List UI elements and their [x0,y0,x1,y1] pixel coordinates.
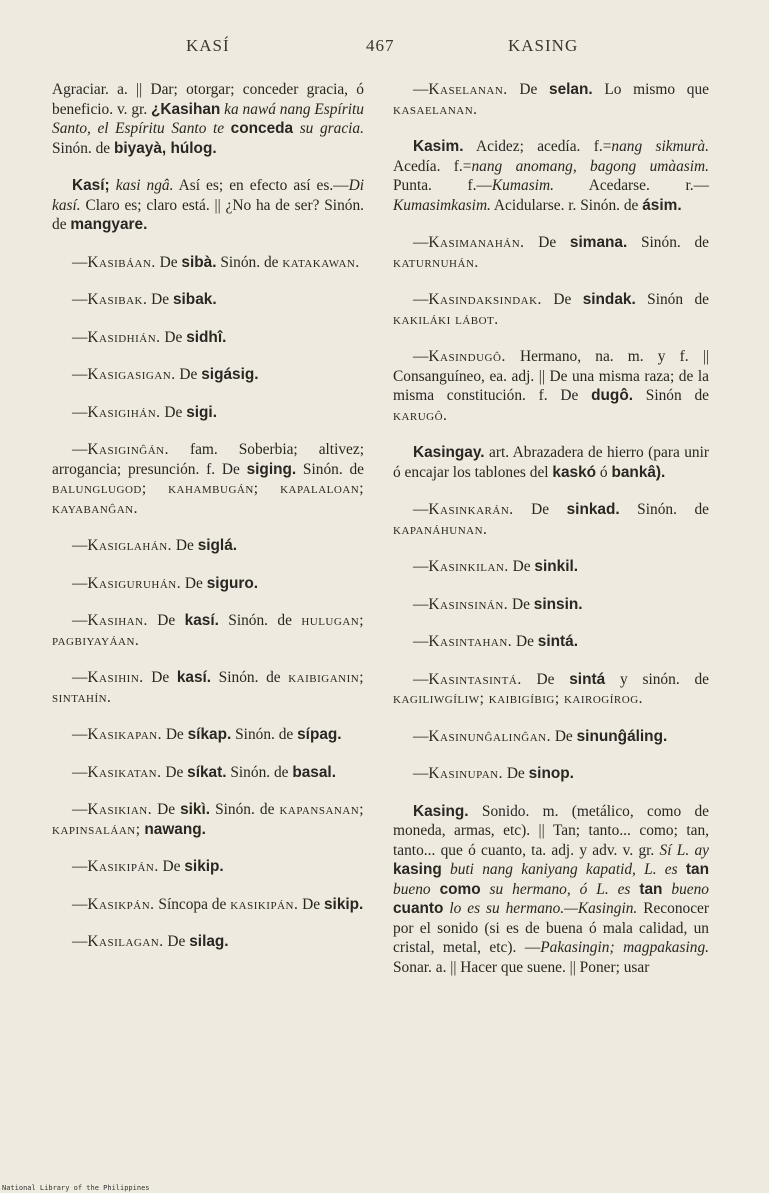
entry-term: Kasikatan. [87,763,162,781]
headword: siging. [246,460,297,478]
definition-text: Claro es; claro está. || ¿No ha de ser? Sinón. de [52,196,364,233]
definition-text: — [413,633,429,650]
entry-term: Kasiglahán. [87,537,173,554]
dictionary-entry [393,500,709,539]
dictionary-entry [52,365,364,385]
dictionary-entry [393,80,709,119]
dictionary-entry [393,443,709,482]
definition-text: De [512,633,538,650]
definition-text: De [508,558,535,575]
example-text: bueno [671,880,710,898]
definition-text: Sinón. de [52,139,114,157]
definition-text: Sinón. de [296,460,364,478]
entry-term: Kasindaksindak. [428,291,542,308]
dictionary-entry [52,536,364,556]
entry-term: Kasiguruhán. [87,574,182,592]
definition-text: Sinón. de [231,726,298,743]
headword: sikip. [184,858,224,875]
headword: kaskó [552,463,597,481]
headword: simana. [569,234,628,251]
definition-text: Acedía. f.= [393,157,472,175]
entry-term: katurnuhán. [393,253,479,271]
definition-text: De [524,234,570,251]
definition-text: ó [596,463,612,481]
headword: biyayà, húlog. [114,139,217,157]
definition-text: — [72,253,88,271]
definition-text: De [143,669,177,686]
entry-term: Kasibáan. [87,253,156,271]
definition-text: — [72,328,88,346]
headword: sidhî. [186,328,227,346]
headword: bankâ). [611,463,666,481]
definition-text: Punta. f.— [393,177,492,194]
entry-term: Kasigihán. [87,403,161,421]
headword: Kasing. [413,802,469,820]
definition-text: De [181,574,207,592]
definition-text [431,881,440,898]
dictionary-entry [52,403,364,423]
headword: sintá [569,670,606,688]
definition-text: y sinón. de [605,670,709,688]
definition-text: — [72,763,88,781]
definition-text: Sinón. de [218,612,302,629]
definition-text: De [147,612,185,629]
definition-text: De [298,895,324,913]
headword: siglá. [197,537,238,554]
entry-term: Kasintahan. [428,633,513,650]
definition-text: — [72,895,88,913]
example-text: nang anomang, bagong umàasim. [471,157,709,175]
definition-text: De [163,933,190,950]
header-left-guide-word: KASÍ [186,36,230,55]
definition-text: — [72,441,88,458]
entry-term: hulugan; pagbiyayáan. [52,612,364,649]
example-text: bueno [393,880,431,898]
dictionary-entry [393,137,709,215]
definition-text: Sinón. de [627,234,709,251]
definition-text [293,120,300,137]
entry-term: Kasibak. [87,291,148,308]
entry-term: Kasihin. [87,669,144,686]
entry-term: Kasihan. [87,612,148,629]
entry-term: Kasikipán. [87,858,159,875]
headword: siguro. [206,574,259,592]
entry-term: Kasikpán. [87,895,155,913]
dictionary-entry [393,290,709,329]
headword: tan [685,861,709,878]
definition-text: Acidularse. r. Sinón. de [490,196,643,214]
headword: Kasí; [72,177,110,194]
entry-term: katakawan. [282,253,360,271]
definition-text: — [72,366,88,383]
dictionary-entry [52,668,364,707]
headword: sibà. [181,253,217,271]
header-right-guide-word: KASING [508,36,579,55]
definition-text: Hermano, na. m. y f. || Consanguíneo, ea. adj. || De una misma raza; de la misma constitución. f. De [393,348,709,404]
example-text: su hermano, ó L. es [489,880,631,898]
entry-term: kapanáhunan. [393,520,488,538]
definition-text: — [413,595,429,613]
definition-text: De [541,291,583,308]
definition-text: — [72,537,88,554]
entry-term: kaibiganin; sintahín. [52,669,364,706]
dictionary-entry [52,176,364,235]
entry-term: Kasindugô. [428,348,506,365]
example-text: buti nang kaniyang kapatid, L. es [450,861,678,878]
entry-term: balunglugod; kahambugán; kapalaloan; kayabanĝan. [52,480,364,517]
example-text: Pakasingin; magpakasing. [540,939,709,956]
headword: selan. [549,81,593,98]
definition-text: Acidez; acedía. f.= [463,138,612,155]
definition-text: De [172,537,198,554]
headword: sibak. [172,291,217,308]
definition-text: — [72,801,88,818]
entry-term: kagiliwgíliw; kaibigíbig; kairogírog. [393,690,643,707]
example-text: Kumasimkasim. [393,196,491,214]
definition-text: — [72,612,88,629]
definition-text: Sonar. a. || Hacer que suene. || Poner; usar [393,958,650,976]
headword: síkap. [187,726,232,743]
dictionary-entry [52,253,364,273]
definition-text: Sonido. m. (metálico, como de moneda, armas, etc). || Tan; tanto... como; tan, tanto... que ó cuanto, ta. adj. y adv. v. gr. [393,802,709,859]
definition-text: — [413,765,429,782]
definition-text: fam. Soberbia; altivez; arrogancia; presunción. f. De [52,441,364,478]
definition-text: De [161,763,188,781]
example-text: Di kasí. [52,177,364,214]
headword: dugô. [591,387,633,404]
headword: kasing [393,861,442,878]
definition-text: — [413,501,429,518]
definition-text: De [502,765,529,782]
definition-text: De [161,726,188,743]
definition-text: Sinón de [633,387,709,404]
definition-text: — [72,403,88,421]
dictionary-entry [52,328,364,348]
definition-text: Agraciar. a. || Dar; otorgar; conceder gracia, ó beneficio. v. gr. [52,81,364,118]
definition-text: De [521,670,570,688]
definition-text: — [413,291,429,308]
definition-text: Sinón. de [619,501,709,518]
definition-text: — [413,234,429,251]
entry-term: karugô. [393,406,448,424]
definition-text: De [550,727,577,745]
definition-text: — [413,558,429,575]
entry-term: Kasikian. [87,801,153,818]
entry-term: Kasintasintá. [428,670,522,688]
headword: sigi. [186,403,217,421]
definition-text: — [413,348,429,365]
definition-text [442,861,450,878]
entry-term: kakiláki lábot. [393,310,499,328]
definition-text: De [152,801,181,818]
definition-text: De [160,328,187,346]
footer-credit: National Library of the Philippines [2,1184,150,1192]
definition-text: Sinón. de [226,763,293,781]
headword: Kasingay. [413,444,485,461]
definition-text: — [72,291,88,308]
entry-term: Kasinupan. [428,765,503,782]
definition-text: — [413,670,429,688]
definition-text: — [72,933,88,950]
page-number: 467 [366,36,395,55]
headword: sinop. [528,765,574,782]
definition-text: Sinón de [635,291,709,308]
definition-text: Reconocer por el sonido (si es de buena ó mala calidad, un cristal, metal, etc). — [393,900,709,956]
entry-term: Kasinunĝalinĝan. [428,727,551,745]
dictionary-entry [52,800,364,839]
headword: kasí. [184,612,219,629]
definition-text: De [175,366,202,383]
example-text: ka nawá nang Espíritu Santo, el Espíritu Santo te [52,100,364,137]
headword: basal. [292,763,336,781]
definition-text: Lo mismo que [592,81,709,98]
definition-text: — [72,726,88,743]
entry-term: Kasigasigan. [87,366,176,383]
headword: tan [639,880,663,898]
definition-text: Así es; en efecto así es.— [173,177,349,194]
dictionary-entry [52,440,364,518]
dictionary-entry [393,347,709,425]
headword: conceda [230,120,294,137]
entry-term: Kasinsinán. [428,595,509,613]
definition-text: — [413,727,429,745]
entry-term: Kasidhián. [87,328,161,346]
definition-text: — [72,669,88,686]
entry-term: Kasiginĝán. [87,441,169,458]
headword: sindak. [582,291,636,308]
definition-text [481,881,490,898]
definition-text: De [155,253,182,271]
headword: como [439,880,481,898]
definition-text: De [160,403,187,421]
headword: sípag. [297,726,342,743]
entry-term: kapansanan; kapinsaláan; [52,801,364,838]
entry-term: Kasinkarán. [428,501,514,518]
definition-text [678,861,686,878]
dictionary-entry [52,763,364,783]
definition-text: De [147,291,173,308]
definition-text: Acedarse. r.— [553,177,709,194]
headword: síkat. [187,763,227,781]
dictionary-entry [393,233,709,272]
page-header [0,36,769,60]
definition-text: De [508,595,534,613]
dictionary-entry [52,574,364,594]
definition-text: Sinón. de [211,669,289,686]
headword: sikip. [323,895,364,913]
example-text: su gracia. [299,120,364,137]
entry-term: Kasilagan. [87,933,164,950]
definition-text: — [72,574,88,592]
headword: sigásig. [201,366,259,383]
dictionary-entry [393,802,709,978]
headword: Kasim. [413,138,464,155]
entry-term: Kasikapan. [87,726,162,743]
definition-text: De [507,81,550,98]
example-text: nang sikmurà. [611,138,709,155]
entry-term: Kasinkilan. [428,558,509,575]
dictionary-entry [52,611,364,650]
left-column [52,80,364,970]
definition-text: Síncopa de [154,895,231,913]
headword: sintá. [537,633,578,650]
headword: sinkil. [534,558,579,575]
headword: cuanto [393,900,444,917]
dictionary-entry [393,595,709,615]
entry-term: kasaelanan. [393,100,478,118]
definition-text [224,120,231,137]
headword: sinkad. [566,501,620,518]
headword: mangyare. [70,216,148,233]
dictionary-entry [52,932,364,952]
headword: sinsin. [533,595,583,613]
dictionary-entry [393,764,709,784]
definition-text: Sinón. de [210,801,280,818]
definition-text: De [513,501,567,518]
definition-text: — [413,81,429,98]
headword: ¿Kasihan [151,100,221,118]
dictionary-entry [393,557,709,577]
dictionary-entry [393,727,709,747]
dictionary-entry [393,670,709,709]
entry-term: kasikipán. [230,895,299,913]
example-text: Kumasim. [491,177,554,194]
entry-term: Kasimanahán. [428,234,525,251]
headword: nawang. [144,820,206,838]
example-text: lo es su hermano.—Kasingin. [449,900,638,917]
dictionary-entry [52,895,364,915]
headword: sinunĝáling. [576,727,668,745]
dictionary-entry [52,290,364,310]
definition-text: De [158,858,185,875]
headword: ásim. [642,196,682,214]
example-text: kasi ngâ. [115,177,174,194]
headword: sikì. [180,801,211,818]
definition-text: art. Abrazadera de hierro (para unir ó encajar los tablones del [393,444,709,481]
right-column [393,80,709,995]
dictionary-entry [52,857,364,877]
headword: silag. [189,933,229,950]
dictionary-entry [393,632,709,652]
dictionary-entry [52,80,364,158]
definition-text: Sinón. de [216,253,283,271]
definition-text: — [72,858,88,875]
example-text: Sí L. ay [659,841,709,859]
dictionary-entry [52,725,364,745]
entry-term: Kaselanan. [428,81,508,98]
headword: kasí. [176,669,212,686]
